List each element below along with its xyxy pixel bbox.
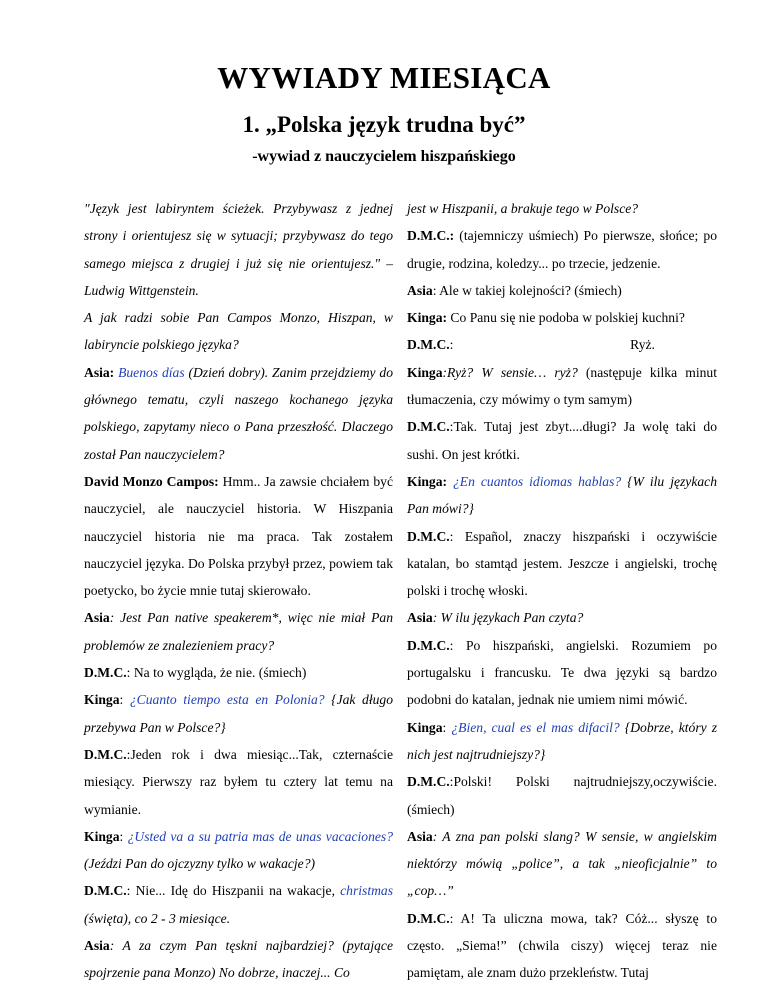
english-word: christmas (340, 883, 393, 899)
speaker-name: D.M.C. (407, 419, 450, 435)
answer-text: : Po hiszpański, angielski. Rozumiem po portugalsku i francusku. Te dwa języki są bardzo podobni do katalan, jednak nie umiem nimi mówić. (407, 637, 717, 708)
speaker-name: Kinga: (407, 310, 448, 326)
interview-paragraph (407, 768, 717, 823)
question-text: (Dzień dobry). Zanim przejdziemy do głównego tematu, czyli naszego kochanego języka polskiego, zapytamy nieco o Pana przeszłość. Dlaczego został Pan nauczycielem? (84, 364, 394, 462)
question-continuation: jest w Hiszpanii, a brakuje tego w Polsce? (407, 201, 639, 216)
answer-text: : Nie... Idę do Hiszpanii na wakacje, (126, 883, 335, 899)
document-subtitle: 1. „Polska język trudna być” (242, 112, 526, 137)
separator: : (119, 692, 130, 708)
speaker-name: D.M.C. (84, 746, 127, 762)
interview-paragraph (407, 523, 717, 605)
document-title: WYWIADY MIESIĄCA (217, 60, 551, 95)
speaker-name: D.M.C. (407, 528, 450, 544)
question-text: : A za czym Pan tęskni najbardziej? (pytające spojrzenie pana Monzo) No dobrze, inaczej... Co (84, 938, 393, 981)
answer-text: :Tak. Tutaj jest zbyt....długi? Ja wolę taki do sushi. On jest krótki. (407, 419, 717, 462)
interview-paragraph (407, 468, 717, 523)
spanish-phrase: ¿En cuantos idiomas hablas? (453, 473, 622, 489)
separator: : (119, 828, 128, 844)
epigraph-quote: "Język jest labiryntem ścieżek. Przybywasz z jednej strony i orientujesz się w sytuacji; przybywasz do tego samego miejsca z drugiej i już się nie orientujesz." – Ludwig Wittgenstein. (84, 201, 393, 298)
interview-paragraph (407, 222, 717, 277)
question-text: : W ilu językach Pan czyta? (432, 610, 584, 626)
spanish-phrase: ¿Bien, cual es el mas difacil? (451, 719, 620, 735)
answer-text: : Ryż. (449, 337, 655, 353)
right-column (407, 195, 717, 987)
interview-paragraph (84, 468, 393, 604)
question-text: : A zna pan polski slang? W sensie, w angielskim niektórzy mówią „police”, a tak „nieoficjalnie” to „cop…” (407, 828, 717, 899)
speaker-name: D.M.C. (84, 665, 127, 681)
intro-question: A jak radzi sobie Pan Campos Monzo, Hiszpan, w labiryncie polskiego języka? (84, 310, 393, 353)
speaker-name: Kinga (84, 828, 120, 844)
interview-paragraph (407, 277, 717, 304)
interview-paragraph (407, 823, 717, 905)
question-text: : Jest Pan native speakerem*, więc nie miał Pan problemów ze znalezieniem pracy? (84, 610, 393, 653)
translation-text: {Dobrze, który z nich jest najtrudniejszy?} (407, 719, 717, 762)
speaker-name: Asia (407, 610, 433, 626)
narration-text: (następuje kilka minut tłumaczenia, czy mówimy o tym samym) (407, 364, 717, 408)
speaker-name: D.M.C. (407, 774, 450, 790)
answer-text: :Polski! Polski najtrudniejszy,oczywiście. (śmiech) (407, 774, 717, 817)
spanish-phrase: ¿Usted va a su patria mas de unas vacaciones? (127, 828, 393, 844)
speaker-name: D.M.C. (407, 637, 450, 653)
answer-text: :Jeden rok i dwa miesiąc...Tak, czternaście miesiący. Pierwszy raz byłem tu cztery lat temu na wymianie. (84, 746, 393, 817)
answer-text: : Español, znaczy hiszpański i oczywiście katalan, bo stamtąd jestem. Jeszcze i angielski, trochę polski i trochę włoski. (407, 528, 717, 599)
speaker-name: Kinga (407, 719, 443, 735)
speaker-name: D.M.C.: (407, 228, 455, 244)
question-text: Co Panu się nie podoba w polskiej kuchni? (447, 310, 685, 326)
translation-text: {Jak długo przebywa Pan w Polsce?} (84, 692, 393, 735)
separator: : (442, 719, 452, 735)
speaker-name: Asia (407, 828, 433, 844)
interview-paragraph (407, 604, 717, 631)
question-text: : Ale w takiej kolejności? (śmiech) (432, 282, 622, 298)
spanish-phrase: Buenos días (118, 364, 185, 380)
spanish-phrase: ¿Cuanto tiempo esta en Polonia? (129, 692, 325, 708)
interview-paragraph (84, 823, 393, 878)
interview-paragraph (84, 877, 393, 932)
interview-paragraph (407, 331, 717, 358)
interview-paragraph (407, 714, 717, 769)
translation-text: (Jeździ Pan do ojczyzny tylko w wakacje?) (84, 856, 316, 872)
answer-text: (święta), co 2 - 3 miesiące. (84, 910, 231, 926)
speaker-name: D.M.C. (407, 337, 450, 353)
speaker-name: Asia: (84, 364, 115, 380)
interview-paragraph (84, 686, 393, 741)
speaker-name: Kinga (84, 692, 120, 708)
speaker-name: D.M.C. (407, 910, 450, 926)
speaker-name: Kinga: (407, 473, 448, 489)
speaker-name: Asia (407, 282, 433, 298)
speaker-name: D.M.C. (84, 883, 127, 899)
translation-text: {W ilu językach Pan mówi?} (407, 473, 717, 517)
speaker-name: Asia (84, 938, 110, 954)
interview-paragraph (407, 632, 717, 714)
speaker-name: Kinga (407, 364, 443, 380)
interview-paragraph (407, 304, 717, 331)
question-text: :Ryż? W sensie… ryż? (442, 364, 578, 380)
left-column (84, 195, 393, 987)
answer-text: : A! Ta uliczna mowa, tak? Cóż... słyszę to często. „Siema!” (chwila ciszy) więcej teraz nie pamiętam, ale znam dużo przekleństw. Tutaj (407, 910, 717, 981)
interview-paragraph (407, 905, 717, 987)
interview-paragraph (84, 741, 393, 823)
speaker-name: David Monzo Campos: (84, 473, 219, 489)
interview-paragraph (407, 413, 717, 468)
speaker-name: Asia (84, 610, 110, 626)
interview-paragraph (407, 359, 717, 414)
answer-text: : Na to wygląda, że nie. (śmiech) (126, 665, 307, 681)
interview-paragraph (84, 359, 393, 468)
interview-paragraph (84, 604, 393, 659)
answer-text: Hmm.. Ja zawsie chciałem być nauczyciel, ale nauczyciel historia. W Hiszpania nauczyciel historia nie ma praca. Tak zostałem nauczyciel języka. Do Polska przybył przez, powiem tak poetycko, bo życie mnie tutaj skierowało. (84, 473, 393, 599)
interview-paragraph (84, 659, 393, 686)
document-subsubtitle: -wywiad z nauczycielem hiszpańskiego (252, 148, 516, 165)
interview-paragraph (84, 932, 393, 987)
answer-text: (tajemniczy uśmiech) Po pierwsze, słońce; po drugie, rodzina, koledzy... po trzecie, jedzenie. (407, 228, 717, 271)
